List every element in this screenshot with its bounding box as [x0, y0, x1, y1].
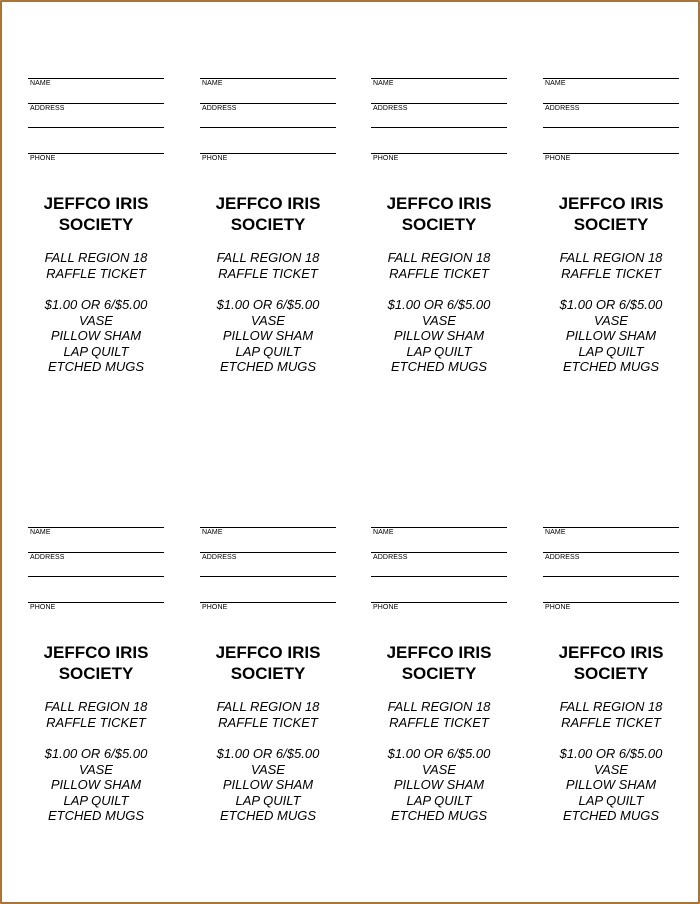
prize-vase: VASE	[594, 312, 628, 328]
raffle-ticket	[371, 513, 511, 823]
address-field[interactable]	[28, 89, 164, 112]
name-label: NAME	[30, 529, 51, 536]
title-line-1: JEFFCO IRIS	[43, 643, 149, 662]
prize-etched-mugs: ETCHED MUGS	[219, 808, 317, 824]
phone-field[interactable]	[371, 588, 507, 611]
ticket-title	[365, 193, 513, 235]
prize-etched-mugs: ETCHED MUGS	[562, 359, 660, 375]
address-line-2[interactable]	[200, 127, 336, 128]
prize-pillow-sham: PILLOW SHAM	[222, 777, 314, 793]
phone-label: PHONE	[202, 155, 228, 162]
prize-lap-quilt: LAP QUILT	[578, 343, 644, 359]
price-line: $1.00 OR 6/$5.00	[387, 297, 491, 312]
event-info	[537, 699, 685, 730]
title-line-2: SOCIETY	[401, 664, 477, 683]
address-label: ADDRESS	[30, 105, 65, 112]
price-line: $1.00 OR 6/$5.00	[387, 746, 491, 761]
event-info	[194, 250, 342, 281]
event-line-1: FALL REGION 18	[44, 699, 148, 714]
prize-vase: VASE	[422, 312, 456, 328]
name-field[interactable]	[200, 513, 336, 536]
name-field[interactable]	[543, 513, 679, 536]
raffle-ticket	[543, 64, 683, 374]
prize-lap-quilt: LAP QUILT	[578, 792, 644, 808]
title-line-1: JEFFCO IRIS	[558, 643, 664, 662]
price-line: $1.00 OR 6/$5.00	[44, 297, 148, 312]
address-field[interactable]	[371, 538, 507, 561]
name-label: NAME	[545, 80, 566, 87]
title-line-2: SOCIETY	[573, 664, 649, 683]
title-line-1: JEFFCO IRIS	[215, 643, 321, 662]
event-line-1: FALL REGION 18	[216, 250, 320, 265]
name-label: NAME	[202, 529, 223, 536]
prize-lap-quilt: LAP QUILT	[235, 343, 301, 359]
address-label: ADDRESS	[373, 554, 408, 561]
prize-info	[537, 746, 685, 824]
event-line-1: FALL REGION 18	[559, 699, 663, 714]
prize-etched-mugs: ETCHED MUGS	[219, 359, 317, 375]
title-line-1: JEFFCO IRIS	[43, 194, 149, 213]
prize-pillow-sham: PILLOW SHAM	[50, 328, 142, 344]
prize-pillow-sham: PILLOW SHAM	[50, 777, 142, 793]
prize-vase: VASE	[251, 761, 285, 777]
event-line-2: RAFFLE TICKET	[218, 714, 318, 730]
name-label: NAME	[30, 80, 51, 87]
phone-field[interactable]	[200, 588, 336, 611]
phone-label: PHONE	[30, 604, 56, 611]
address-field[interactable]	[371, 89, 507, 112]
name-field[interactable]	[200, 64, 336, 87]
event-info	[22, 699, 170, 730]
prize-vase: VASE	[79, 761, 113, 777]
event-line-1: FALL REGION 18	[559, 250, 663, 265]
address-field[interactable]	[200, 538, 336, 561]
prize-pillow-sham: PILLOW SHAM	[393, 328, 485, 344]
event-line-2: RAFFLE TICKET	[46, 265, 146, 281]
prize-pillow-sham: PILLOW SHAM	[222, 328, 314, 344]
event-line-2: RAFFLE TICKET	[46, 714, 146, 730]
ticket-title	[537, 193, 685, 235]
phone-field[interactable]	[200, 139, 336, 162]
title-line-2: SOCIETY	[230, 215, 306, 234]
prize-lap-quilt: LAP QUILT	[406, 343, 472, 359]
address-line-2[interactable]	[371, 576, 507, 577]
prize-etched-mugs: ETCHED MUGS	[562, 808, 660, 824]
name-field[interactable]	[371, 64, 507, 87]
prize-pillow-sham: PILLOW SHAM	[565, 328, 657, 344]
name-label: NAME	[373, 529, 394, 536]
address-field[interactable]	[543, 89, 679, 112]
event-line-2: RAFFLE TICKET	[561, 265, 661, 281]
price-line: $1.00 OR 6/$5.00	[216, 746, 320, 761]
prize-vase: VASE	[594, 761, 628, 777]
prize-pillow-sham: PILLOW SHAM	[393, 777, 485, 793]
ticket-title	[537, 642, 685, 684]
price-line: $1.00 OR 6/$5.00	[44, 746, 148, 761]
name-label: NAME	[202, 80, 223, 87]
address-label: ADDRESS	[202, 105, 237, 112]
event-line-2: RAFFLE TICKET	[389, 714, 489, 730]
event-info	[22, 250, 170, 281]
prize-lap-quilt: LAP QUILT	[235, 792, 301, 808]
prize-vase: VASE	[251, 312, 285, 328]
phone-label: PHONE	[373, 155, 399, 162]
title-line-1: JEFFCO IRIS	[386, 643, 492, 662]
ticket-title	[194, 642, 342, 684]
name-field[interactable]	[28, 513, 164, 536]
prize-info	[194, 746, 342, 824]
title-line-2: SOCIETY	[573, 215, 649, 234]
event-line-2: RAFFLE TICKET	[218, 265, 318, 281]
raffle-ticket	[371, 64, 511, 374]
address-label: ADDRESS	[202, 554, 237, 561]
prize-lap-quilt: LAP QUILT	[63, 792, 129, 808]
title-line-1: JEFFCO IRIS	[215, 194, 321, 213]
address-field[interactable]	[200, 89, 336, 112]
title-line-2: SOCIETY	[401, 215, 477, 234]
event-line-1: FALL REGION 18	[387, 699, 491, 714]
ticket-title	[194, 193, 342, 235]
event-info	[537, 250, 685, 281]
title-line-2: SOCIETY	[230, 664, 306, 683]
title-line-1: JEFFCO IRIS	[386, 194, 492, 213]
address-field[interactable]	[28, 538, 164, 561]
raffle-ticket	[28, 64, 168, 374]
phone-field[interactable]	[28, 139, 164, 162]
title-line-2: SOCIETY	[58, 664, 134, 683]
raffle-ticket	[200, 513, 340, 823]
event-info	[365, 699, 513, 730]
prize-lap-quilt: LAP QUILT	[406, 792, 472, 808]
address-line-2[interactable]	[543, 127, 679, 128]
prize-info	[365, 297, 513, 375]
ticket-title	[365, 642, 513, 684]
title-line-2: SOCIETY	[58, 215, 134, 234]
prize-vase: VASE	[79, 312, 113, 328]
phone-field[interactable]	[28, 588, 164, 611]
phone-label: PHONE	[545, 155, 571, 162]
name-field[interactable]	[543, 64, 679, 87]
phone-label: PHONE	[373, 604, 399, 611]
event-line-1: FALL REGION 18	[387, 250, 491, 265]
address-line-2[interactable]	[28, 127, 164, 128]
prize-pillow-sham: PILLOW SHAM	[565, 777, 657, 793]
phone-label: PHONE	[545, 604, 571, 611]
event-line-1: FALL REGION 18	[44, 250, 148, 265]
name-label: NAME	[545, 529, 566, 536]
event-info	[365, 250, 513, 281]
phone-label: PHONE	[30, 155, 56, 162]
prize-etched-mugs: ETCHED MUGS	[47, 359, 145, 375]
address-label: ADDRESS	[30, 554, 65, 561]
address-label: ADDRESS	[545, 554, 580, 561]
phone-field[interactable]	[543, 588, 679, 611]
raffle-ticket	[200, 64, 340, 374]
prize-info	[194, 297, 342, 375]
phone-field[interactable]	[371, 139, 507, 162]
address-line-2[interactable]	[543, 576, 679, 577]
prize-info	[22, 746, 170, 824]
event-line-2: RAFFLE TICKET	[389, 265, 489, 281]
event-info	[194, 699, 342, 730]
phone-field[interactable]	[543, 139, 679, 162]
name-label: NAME	[373, 80, 394, 87]
ticket-title	[22, 642, 170, 684]
address-line-2[interactable]	[200, 576, 336, 577]
ticket-title	[22, 193, 170, 235]
address-line-2[interactable]	[28, 576, 164, 577]
prize-etched-mugs: ETCHED MUGS	[390, 808, 488, 824]
address-label: ADDRESS	[545, 105, 580, 112]
address-field[interactable]	[543, 538, 679, 561]
price-line: $1.00 OR 6/$5.00	[559, 746, 663, 761]
prize-etched-mugs: ETCHED MUGS	[47, 808, 145, 824]
address-line-2[interactable]	[371, 127, 507, 128]
prize-vase: VASE	[422, 761, 456, 777]
prize-info	[22, 297, 170, 375]
phone-label: PHONE	[202, 604, 228, 611]
prize-info	[537, 297, 685, 375]
name-field[interactable]	[371, 513, 507, 536]
prize-lap-quilt: LAP QUILT	[63, 343, 129, 359]
event-line-2: RAFFLE TICKET	[561, 714, 661, 730]
prize-etched-mugs: ETCHED MUGS	[390, 359, 488, 375]
title-line-1: JEFFCO IRIS	[558, 194, 664, 213]
address-label: ADDRESS	[373, 105, 408, 112]
name-field[interactable]	[28, 64, 164, 87]
raffle-ticket	[28, 513, 168, 823]
raffle-ticket	[543, 513, 683, 823]
prize-info	[365, 746, 513, 824]
price-line: $1.00 OR 6/$5.00	[559, 297, 663, 312]
price-line: $1.00 OR 6/$5.00	[216, 297, 320, 312]
event-line-1: FALL REGION 18	[216, 699, 320, 714]
